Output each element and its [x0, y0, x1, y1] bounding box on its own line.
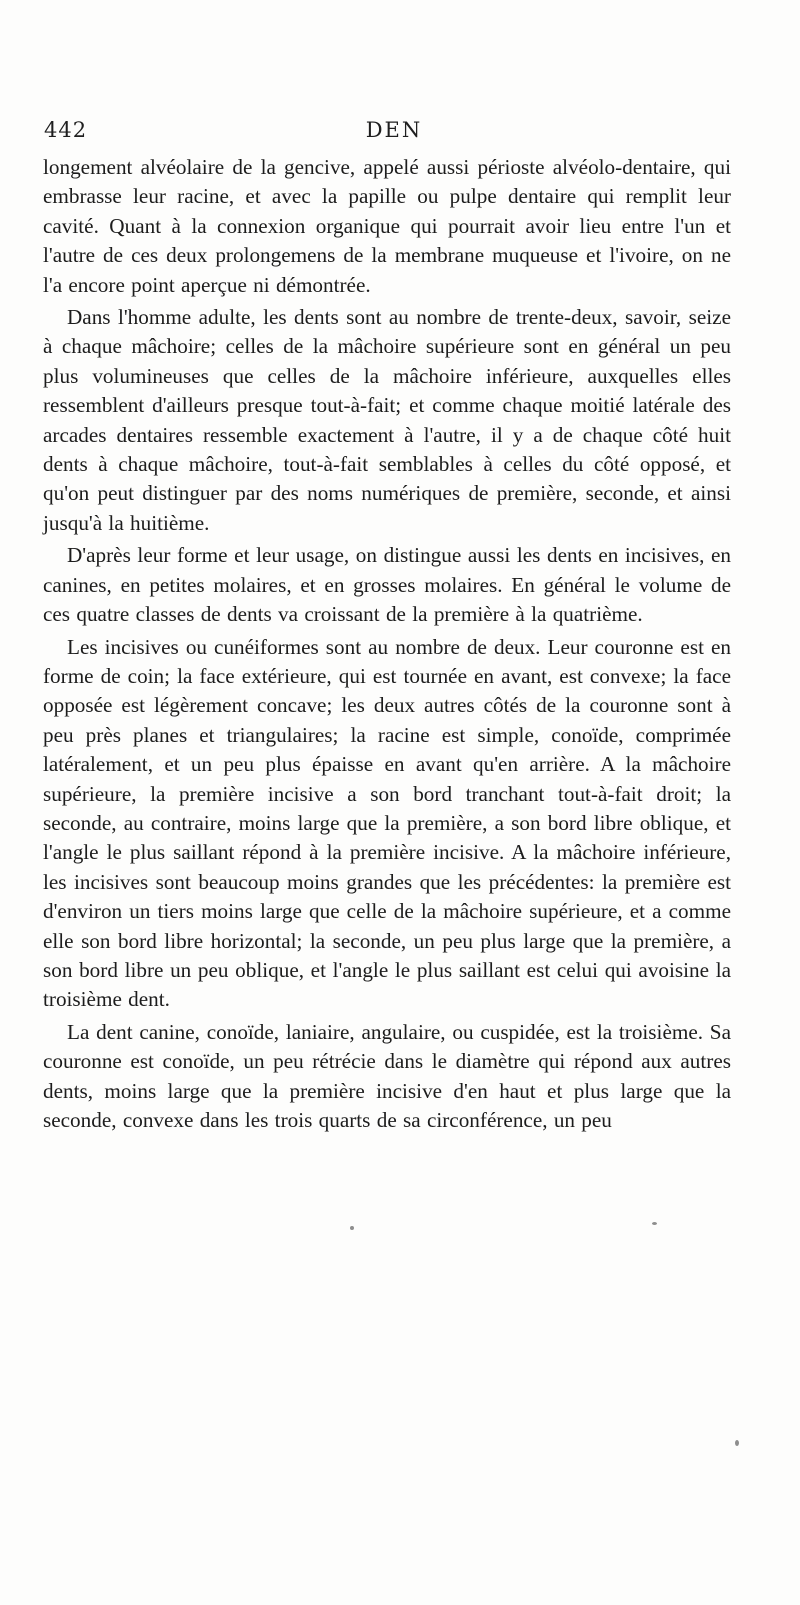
paper-speck	[652, 1222, 657, 1225]
paragraph-tooth-classes: D'après leur forme et leur usage, on distingue aussi les dents en incisives, en canines, en petites molaires, et en grosses molaires. En général le volume de ces quatre classes de dents va croissant de la première à la quatrième.	[43, 543, 731, 627]
running-title: DEN	[365, 118, 423, 142]
paragraph-continuation: longement alvéolaire de la gencive, appelé aussi périoste alvéolo-dentaire, qui embrasse leur racine, et avec la papille ou pulpe dentaire qui remplit leur cavité. Quant à la connexion organique qui pourrait avoir lieu entre l'un et l'autre de ces deux prolongemens de la membrane muqueuse et l'ivoire, on ne l'a encore point aperçue ni démontrée.	[43, 155, 731, 297]
paragraph-canine: La dent canine, conoïde, laniaire, angulaire, ou cuspidée, est la troisième. Sa couronne est conoïde, un peu rétrécie dans le diamètre qui répond aux autres dents, moins large que la première incisive d'en haut et plus large que la seconde, convexe dans les trois quarts de sa circonférence, un peu	[43, 1019, 731, 1132]
paper-speck	[350, 1226, 354, 1230]
page-number: 442	[44, 118, 88, 142]
body-text	[43, 153, 731, 1138]
paper-speck	[735, 1440, 739, 1446]
paragraph-incisors: Les incisives ou cunéiformes sont au nombre de deux. Leur couronne est en forme de coin; la face extérieure, qui est tournée en avant, est convexe; la face opposée est légèrement concave; les deux autres côtés de la couronne sont à peu près planes et triangulaires; la racine est simple, conoïde, comprimée latéralement, et un peu plus épaisse en avant qu'en arrière. A la mâchoire supérieure, la première incisive a son bord tranchant tout-à-fait droit; la seconde, au contraire, moins large que la première, a son bord libre oblique, et l'angle le plus saillant répond à la première incisive. A la mâchoire inférieure, les incisives sont beaucoup moins grandes que les précédentes: la première est d'environ un tiers moins large que celle de la mâchoire supérieure, et a comme elle son bord libre horizontal; la seconde, un peu plus large que la première, a son bord libre un peu oblique, et l'angle le plus saillant est celui qui avoisine la troisième dent.	[43, 634, 731, 1012]
running-head	[44, 118, 744, 154]
paragraph-adult-teeth: Dans l'homme adulte, les dents sont au nombre de trente-deux, savoir, seize à chaque mâchoire; celles de la mâchoire supérieure sont en général un peu plus volumineuses que celles de la mâchoire inférieure, auxquelles elles ressemblent d'ailleurs presque tout-à-fait; et comme chaque moitié latérale des arcades dentaires ressemble exactement à l'autre, il y a de chaque côté huit dents à chaque mâchoire, tout-à-fait semblables à celles du côté opposé, et qu'on peut distinguer par des noms numériques de première, seconde, et ainsi jusqu'à la huitième.	[43, 305, 731, 535]
